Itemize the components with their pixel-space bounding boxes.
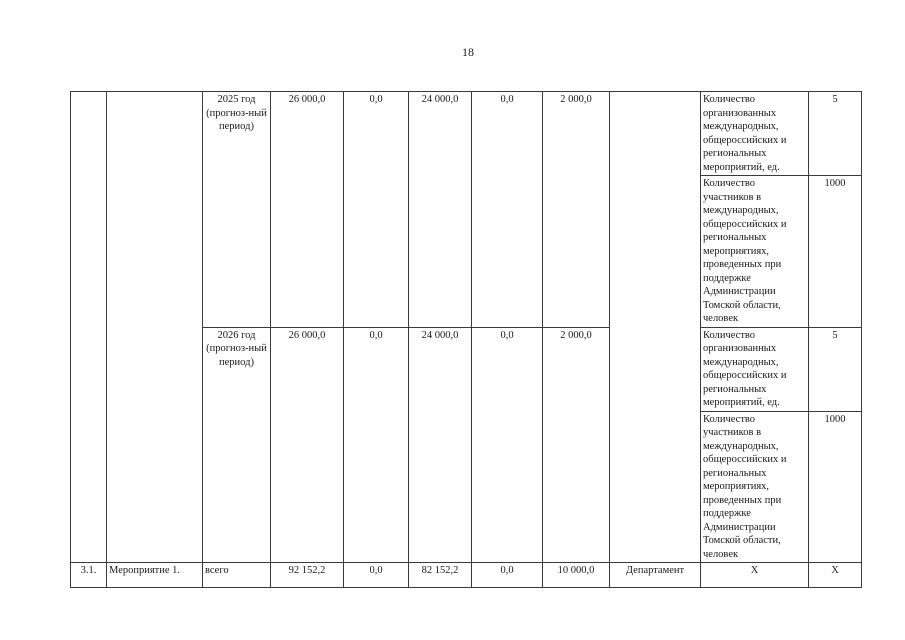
table-row (71, 92, 862, 176)
executor-cell-empty (610, 92, 701, 563)
indicator-value-cell: 1000 (809, 176, 862, 328)
number-cell-empty (71, 92, 107, 563)
page-number: 18 (462, 45, 474, 59)
local-budget-cell: 0,0 (472, 327, 543, 563)
indicator-name-cell: Количество организованных международных, общероссийских и региональных мероприятий, ед. (701, 92, 809, 176)
activity-regional-cell: 82 152,2 (409, 563, 472, 588)
activity-local-cell: 0,0 (472, 563, 543, 588)
activity-executor-cell: Департамент (610, 563, 701, 588)
total-cell: 26 000,0 (271, 92, 344, 328)
federal-budget-cell: 0,0 (344, 92, 409, 328)
table-row-activity (71, 563, 862, 588)
activity-extrabudgetary-cell: 10 000,0 (543, 563, 610, 588)
activity-name-cell: Мероприятие 1. (107, 563, 203, 588)
indicator-name-cell: Количество участников в международных, общероссийских и региональных мероприятиях, проведенных при поддержке Администрации Томской области, человек (701, 411, 809, 563)
activity-value-cell: X (809, 563, 862, 588)
extrabudgetary-cell: 2 000,0 (543, 92, 610, 328)
activity-indicator-cell: X (701, 563, 809, 588)
regional-budget-cell: 24 000,0 (409, 92, 472, 328)
local-budget-cell: 0,0 (472, 92, 543, 328)
extrabudgetary-cell: 2 000,0 (543, 327, 610, 563)
indicator-value-cell: 5 (809, 92, 862, 176)
federal-budget-cell: 0,0 (344, 327, 409, 563)
indicator-value-cell: 5 (809, 327, 862, 411)
program-table (70, 91, 862, 588)
indicator-value-cell: 1000 (809, 411, 862, 563)
total-cell: 26 000,0 (271, 327, 344, 563)
period-cell: 2025 год (прогноз-ный период) (203, 92, 271, 328)
activity-federal-cell: 0,0 (344, 563, 409, 588)
name-cell-empty (107, 92, 203, 563)
period-cell: 2026 год (прогноз-ный период) (203, 327, 271, 563)
indicator-name-cell: Количество участников в международных, общероссийских и региональных мероприятиях, проведенных при поддержке Администрации Томской области, человек (701, 176, 809, 328)
activity-number-cell: 3.1. (71, 563, 107, 588)
indicator-name-cell: Количество организованных международных, общероссийских и региональных мероприятий, ед. (701, 327, 809, 411)
activity-period-cell: всего (203, 563, 271, 588)
activity-total-cell: 92 152,2 (271, 563, 344, 588)
regional-budget-cell: 24 000,0 (409, 327, 472, 563)
